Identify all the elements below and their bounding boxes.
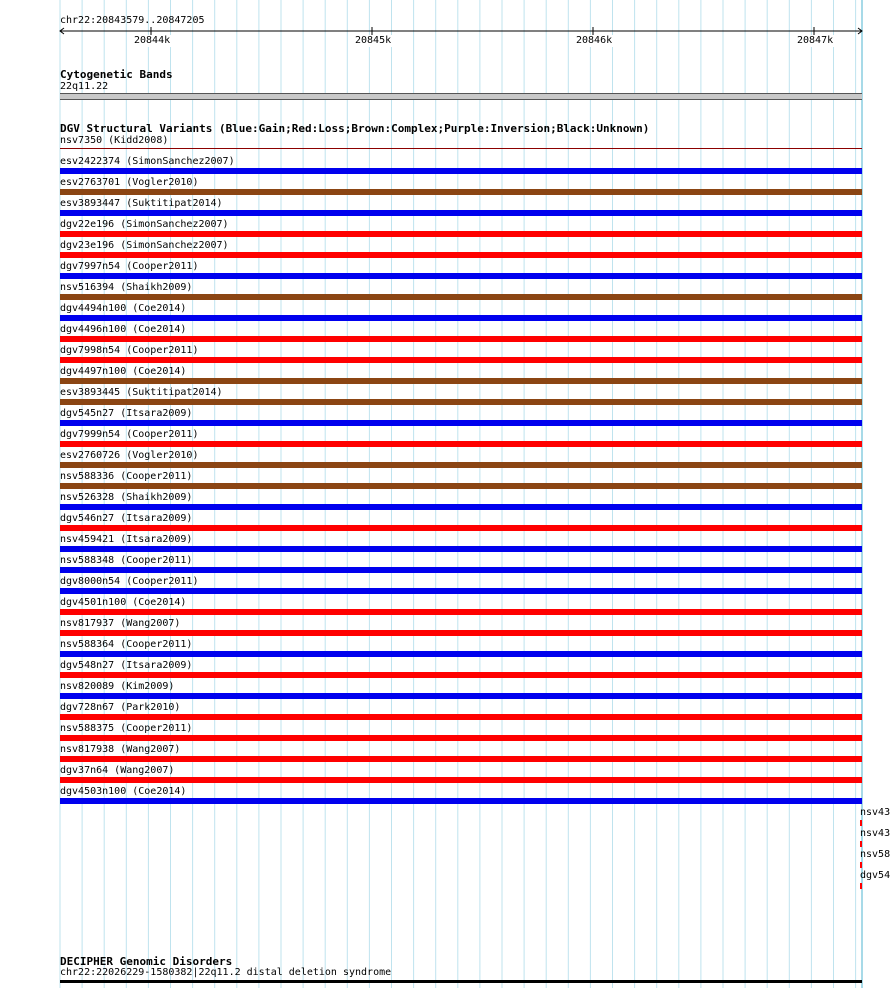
ruler-tick-label: 20844k <box>134 35 171 46</box>
dgv-variant-label[interactable]: esv2422374 (SimonSanchez2007) <box>60 156 235 167</box>
dgv-variant-bar[interactable] <box>60 399 862 405</box>
dgv-variant-label[interactable]: dgv545n27 (Itsara2009) <box>60 408 193 419</box>
dgv-variant-label[interactable]: nsv516394 (Shaikh2009) <box>60 282 193 293</box>
dgv-edge-variant-label[interactable]: nsv43 <box>860 828 890 839</box>
cytoband-label: 22q11.22 <box>60 81 109 92</box>
dgv-variant-bar[interactable] <box>60 378 862 384</box>
dgv-variant-bar[interactable] <box>60 420 862 426</box>
dgv-variant-bar[interactable] <box>60 483 862 489</box>
dgv-variant-bar[interactable] <box>60 357 862 363</box>
dgv-variant-label[interactable]: dgv23e196 (SimonSanchez2007) <box>60 240 229 251</box>
dgv-variant-bar[interactable] <box>60 798 862 804</box>
dgv-variant-bar[interactable] <box>60 294 862 300</box>
dgv-variant-bar[interactable] <box>60 693 862 699</box>
decipher-feature-bar[interactable] <box>60 980 862 983</box>
dgv-variant-label[interactable]: dgv4503n100 (Coe2014) <box>60 786 187 797</box>
dgv-variant-bar[interactable] <box>60 567 862 573</box>
dgv-variant-label[interactable]: nsv820089 (Kim2009) <box>60 681 175 692</box>
dgv-variant-label[interactable]: esv2763701 (Vogler2010) <box>60 177 199 188</box>
dgv-variant-label[interactable]: dgv8000n54 (Cooper2011) <box>60 576 199 587</box>
dgv-variant-label[interactable]: esv3893447 (Suktitipat2014) <box>60 198 223 209</box>
dgv-variant-bar[interactable] <box>60 231 862 237</box>
dgv-variant-label[interactable]: nsv526328 (Shaikh2009) <box>60 492 193 503</box>
dgv-variant-bar[interactable] <box>60 504 862 510</box>
dgv-variant-bar[interactable] <box>60 315 862 321</box>
dgv-variant-bar[interactable] <box>60 252 862 258</box>
cytoband-bar[interactable] <box>60 93 862 100</box>
dgv-edge-variant-bar[interactable] <box>860 862 862 868</box>
ruler-tick-label: 20845k <box>355 35 392 46</box>
cytoband-track-title[interactable]: Cytogenetic Bands <box>60 68 173 81</box>
decipher-entry-label: chr22:22026229-1580382|22q11.2 distal deletion syndrome <box>60 967 392 978</box>
dgv-variant-bar[interactable] <box>60 210 862 216</box>
dgv-variant-label[interactable]: esv3893445 (Suktitipat2014) <box>60 387 223 398</box>
dgv-variant-bar[interactable] <box>60 756 862 762</box>
dgv-variant-bar[interactable] <box>60 546 862 552</box>
dgv-variant-bar[interactable] <box>60 630 862 636</box>
dgv-edge-variant-bar[interactable] <box>860 883 862 889</box>
dgv-variant-bar[interactable] <box>60 336 862 342</box>
dgv-variant-label[interactable]: dgv22e196 (SimonSanchez2007) <box>60 219 229 230</box>
decipher-track-title[interactable]: DECIPHER Genomic Disorders <box>60 955 233 968</box>
dgv-variant-label[interactable]: dgv548n27 (Itsara2009) <box>60 660 193 671</box>
dgv-variant-label[interactable]: dgv4494n100 (Coe2014) <box>60 303 187 314</box>
dgv-variant-bar[interactable] <box>60 525 862 531</box>
dgv-variant-label[interactable]: nsv588364 (Cooper2011) <box>60 639 193 650</box>
dgv-edge-variant-bar[interactable] <box>860 820 862 826</box>
dgv-variant-bar[interactable] <box>60 189 862 195</box>
dgv-variant-bar[interactable] <box>60 462 862 468</box>
dgv-variant-bar[interactable] <box>60 714 862 720</box>
dgv-variant-label[interactable]: dgv4496n100 (Coe2014) <box>60 324 187 335</box>
dgv-variant-label[interactable]: nsv588375 (Cooper2011) <box>60 723 193 734</box>
dgv-variant-label[interactable]: dgv7997n54 (Cooper2011) <box>60 261 199 272</box>
dgv-edge-variant-label[interactable]: dgv54 <box>860 870 890 881</box>
dgv-variant-label[interactable]: nsv7350 (Kidd2008) <box>60 135 169 146</box>
ruler-tick-label: 20846k <box>576 35 613 46</box>
dgv-variant-label[interactable]: dgv7999n54 (Cooper2011) <box>60 429 199 440</box>
dgv-variant-label[interactable]: nsv459421 (Itsara2009) <box>60 534 193 545</box>
dgv-variant-label[interactable]: dgv728n67 (Park2010) <box>60 702 181 713</box>
dgv-variant-bar[interactable] <box>60 672 862 678</box>
dgv-variant-label[interactable]: nsv817938 (Wang2007) <box>60 744 181 755</box>
dgv-edge-variant-label[interactable]: nsv58 <box>860 849 890 860</box>
dgv-variant-bar[interactable] <box>60 273 862 279</box>
dgv-variant-label[interactable]: nsv817937 (Wang2007) <box>60 618 181 629</box>
dgv-variant-label[interactable]: nsv588336 (Cooper2011) <box>60 471 193 482</box>
ruler-tick-label: 20847k <box>797 35 834 46</box>
dgv-variant-bar[interactable] <box>60 777 862 783</box>
dgv-variant-bar[interactable] <box>60 441 862 447</box>
dgv-variant-label[interactable]: dgv7998n54 (Cooper2011) <box>60 345 199 356</box>
dgv-variant-bar[interactable] <box>60 168 862 174</box>
dgv-variant-label[interactable]: dgv546n27 (Itsara2009) <box>60 513 193 524</box>
dgv-variant-label[interactable]: dgv4497n100 (Coe2014) <box>60 366 187 377</box>
dgv-variant-label[interactable]: nsv588348 (Cooper2011) <box>60 555 193 566</box>
dgv-variant-bar[interactable] <box>60 651 862 657</box>
dgv-variant-label[interactable]: esv2760726 (Vogler2010) <box>60 450 199 461</box>
dgv-edge-variant-bar[interactable] <box>860 841 862 847</box>
dgv-edge-variant-label[interactable]: nsv43 <box>860 807 890 818</box>
ruler-location: chr22:20843579..20847205 <box>60 15 205 26</box>
dgv-variant-bar[interactable] <box>60 609 862 615</box>
dgv-track-title[interactable]: DGV Structural Variants (Blue:Gain;Red:Loss;Brown:Complex;Purple:Inversion;Black:Unknown) <box>60 122 650 135</box>
dgv-variant-label[interactable]: dgv4501n100 (Coe2014) <box>60 597 187 608</box>
dgv-variant-bar[interactable] <box>60 735 862 741</box>
dgv-variant-bar[interactable] <box>60 148 862 149</box>
dgv-variant-bar[interactable] <box>60 588 862 594</box>
dgv-variant-label[interactable]: dgv37n64 (Wang2007) <box>60 765 175 776</box>
